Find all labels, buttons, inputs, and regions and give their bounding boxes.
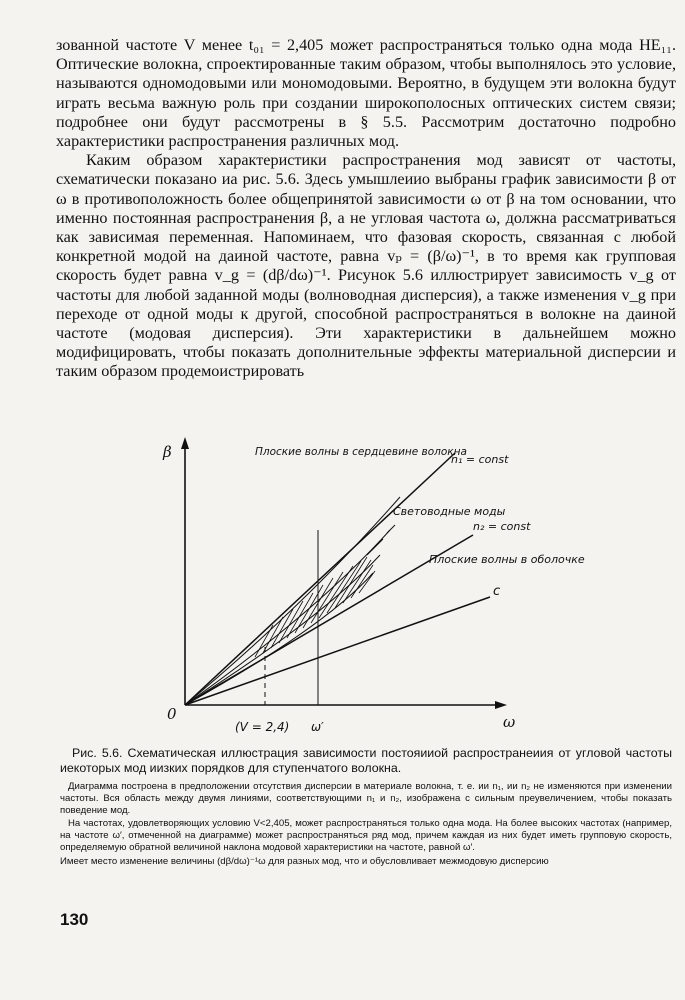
n2-label: n₂ = const [473, 520, 531, 533]
core-waves-label: Плоские волны в сердцевине волокна [255, 446, 467, 458]
beta-omega-diagram [155, 435, 585, 740]
figure-5-6 [155, 435, 585, 740]
note-2: На частотах, удовлетворяющих условию V<2,405, может распространяться только одна мода. На более высоких частотах (например, на частоте ω′, отмеченной на диаграмме) может распространяться ряд мод, причем каждая из них будет иметь групповую скорость, определяемую обратной величиной наклона модовой характеристики на частоте, равной ω′. [60, 818, 672, 853]
page-number: 130 [60, 910, 89, 929]
guided-modes-label: Световодные моды [393, 505, 506, 518]
note-3: Имеет место изменение величины (dβ/dω)⁻¹ω для разных мод, что и обусловливает межмодовую дисперсию [60, 855, 549, 867]
caption-text: Рис. 5.6. Схематическая иллюстрация зависимости постояииой распространеиия от угловой частоты иекоторых мод иизких порядков для ступенчатого волокна. [60, 746, 672, 775]
paragraph-1: зованной частоте V менее t₀₁ = 2,405 может распространяться только одна мода HE₁₁. Оптические волокна, спроектированные таким образом, чтобы выполнялось это условие, называются одномодовыми или мономодовыми. Вероятно, в будущем эти волокна будут играть весьма важную роль при создании широкополосных оптических систем связи; подробнее они будут рассмотрены в § 5.5. Рассмотрим достаточно подробно характеристики распространения различных мод. [56, 36, 676, 151]
origin-label: 0 [167, 705, 177, 723]
body-text [56, 36, 676, 382]
y-axis-label: β [163, 443, 172, 461]
mode-curve-3 [185, 555, 380, 705]
paragraph-2: Каким образом характеристики распространения мод зависят от частоты, схематически показано иа рис. 5.6. Здесь умышлеиио выбраны график зависимости β от ω в противоположность более общепринятой зависимости ω от β на том основании, что именно постоянная распространения β, а не угловая частота ω, должна рассматриваться как зависимая переменная. Напоминаем, что фазовая скорость, связанная с любой конкретной модой на даиной частоте, равна vₚ = (β/ω)⁻¹, в то время как групповая скорость будет равна v_g = (dβ/dω)⁻¹. Рисунок 5.6 иллюстрирует зависимость v_g от частоты для любой заданной моды (волноводная дисперсия), а также изменения v_g при переходе от одной моды к другой, способной распространяться в волокне на даиной частоте (модовая дисперсия). Эти характеристики в дальнейшем можно модифицировать, чтобы показать дополнительные эффекты материальной дисперсии и таким образом продемоистрировать [56, 151, 676, 381]
x-axis-label: ω [503, 713, 516, 731]
cladding-waves-label: Плоские волны в оболочке [429, 553, 585, 566]
y-axis-arrow [181, 437, 189, 449]
figure-notes [60, 781, 672, 870]
mode-curves [185, 497, 400, 705]
c-line [185, 597, 490, 705]
n1-label: n₁ = const [451, 453, 509, 466]
n1-line [185, 453, 455, 705]
note-1: Диаграмма построена в предположении отсутствия дисперсии в материале волокна, т. е. ии n₁, ии n₂ не изменяются при изменении частоты. Вся область между двумя линиями, соответствующими n₁ и n₂, изображена с сильным преувеличением, чтобы показать поведение мод. [60, 781, 672, 816]
hatched-region [255, 557, 375, 657]
figure-caption [60, 746, 672, 776]
x-axis-arrow [495, 701, 507, 709]
mode-curve-1 [185, 497, 400, 705]
v-tick-label: (V = 2,4) [235, 720, 290, 734]
c-label: c [493, 584, 501, 599]
omega-prime-tick-label: ω′ [311, 720, 324, 734]
